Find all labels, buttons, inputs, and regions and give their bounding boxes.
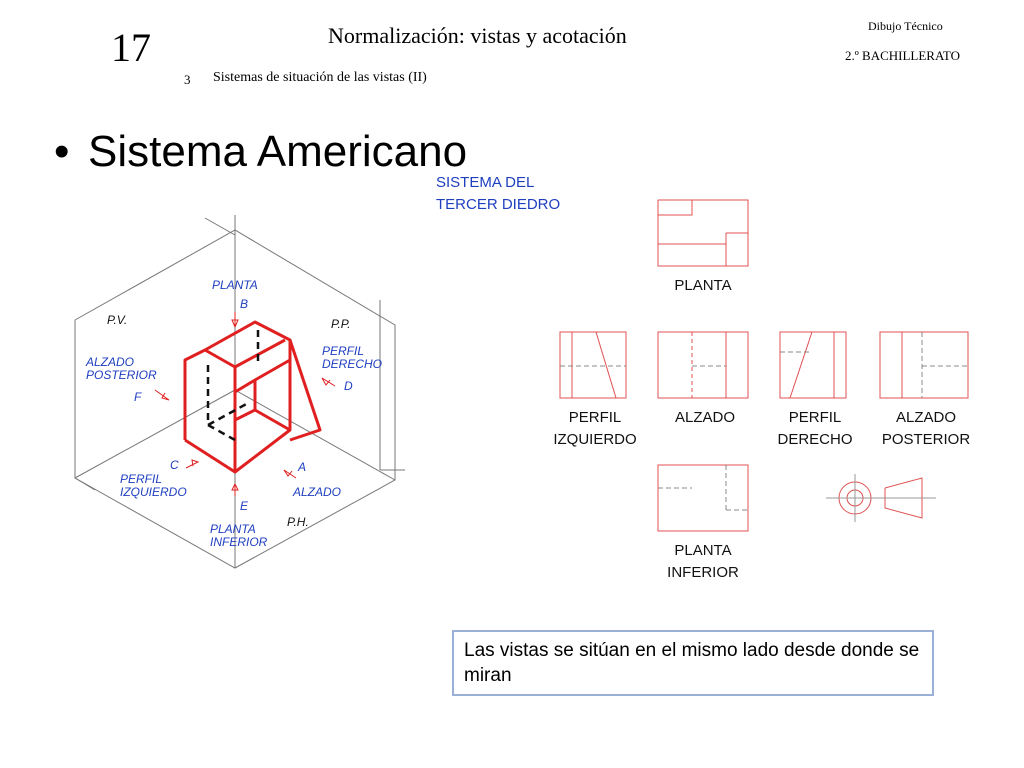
view-label-alzado-posterior-2: POSTERIOR xyxy=(881,431,971,448)
view-label-planta-inferior-2: INFERIOR xyxy=(667,564,739,581)
symbol-axes xyxy=(826,474,936,522)
iso-label-planta-inferior-2: INFERIOR xyxy=(210,535,268,549)
slide-heading: Sistema Americano xyxy=(88,127,468,176)
iso-label-pp: P.P. xyxy=(331,317,351,331)
iso-label-perfil-izquierdo-1: PERFIL xyxy=(120,472,163,486)
view-label-alzado-posterior-1: ALZADO xyxy=(895,409,956,426)
iso-letter-a: A xyxy=(298,460,307,474)
view-label-perfil-derecho-2: DERECHO xyxy=(777,431,853,448)
iso-label-pv: P.V. xyxy=(107,313,128,327)
iso-label-planta-inferior-1: PLANTA xyxy=(210,522,256,536)
view-label-alzado-posterior xyxy=(870,407,982,451)
view-label-planta-inferior-1: PLANTA xyxy=(674,542,732,559)
iso-label-perfil-izquierdo-2: IZQUIERDO xyxy=(120,485,187,499)
subject-label: Dibujo Técnico xyxy=(868,19,943,33)
section-title: Sistemas de situación de las vistas (II) xyxy=(213,70,427,85)
page-number: 17 xyxy=(111,25,151,70)
page-title: Normalización: vistas y acotación xyxy=(328,23,627,48)
view-label-perfil-izquierdo-2: IZQUIERDO xyxy=(553,431,637,448)
note-box: Las vistas se sitúan en el mismo lado desde donde se miran xyxy=(452,630,934,696)
iso-letter-f: F xyxy=(134,390,142,404)
iso-label-perfil-derecho-2: DERECHO xyxy=(322,357,383,371)
view-alzado-posterior xyxy=(880,332,968,398)
view-label-planta-inferior xyxy=(648,540,758,584)
iso-letter-e: E xyxy=(240,499,249,513)
view-label-perfil-derecho xyxy=(760,407,870,451)
view-perfil-derecho xyxy=(780,332,846,398)
level-label: 2.º BACHILLERATO xyxy=(845,48,961,63)
iso-label-alzado-posterior-1: ALZADO xyxy=(86,355,135,369)
view-planta-notch xyxy=(658,200,692,215)
iso-label-alzado: ALZADO xyxy=(293,485,342,499)
bullet-icon: • xyxy=(54,127,70,176)
view-pi-diagonal xyxy=(596,332,616,398)
iso-letter-d: D xyxy=(344,379,353,393)
view-planta-inferior xyxy=(658,465,748,531)
view-perfil-izquierdo xyxy=(560,332,626,398)
iso-label-perfil-derecho-1: PERFIL xyxy=(322,344,365,358)
view-pd-diagonal xyxy=(790,332,812,398)
iso-label-alzado-posterior-2: POSTERIOR xyxy=(86,368,157,382)
view-label-planta: PLANTA xyxy=(674,277,732,294)
view-label-perfil-derecho-1: PERFIL xyxy=(788,409,842,426)
view-label-perfil-izquierdo xyxy=(540,407,650,451)
view-label-alzado: ALZADO xyxy=(674,409,735,426)
iso-letter-c: C xyxy=(170,458,179,472)
iso-label-planta: PLANTA xyxy=(212,278,258,292)
iso-letter-b: B xyxy=(240,297,249,311)
section-number: 3 xyxy=(184,72,191,87)
system-label-line1: SISTEMA DEL xyxy=(436,174,535,191)
iso-label-ph: P.H. xyxy=(287,515,309,529)
view-label-perfil-izquierdo-1: PERFIL xyxy=(568,409,622,426)
view-outlines xyxy=(560,200,968,531)
system-label-line2: TERCER DIEDRO xyxy=(436,196,561,213)
view-alzado xyxy=(658,332,748,398)
